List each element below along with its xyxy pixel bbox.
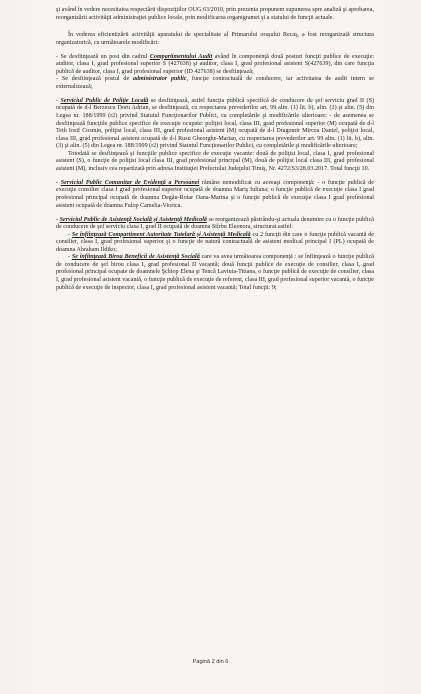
paragraph-p4: [56, 76, 374, 91]
paragraph-text: -: [68, 254, 72, 261]
paragraph-p5: [56, 98, 374, 151]
paragraph-text: se reorganizează păstrându-şi actuala denumire cu o funcţie publică de conducere de şef serviciu clasa I, grad II ocupată de doamna Stîrbu Eleonora, structurat astfel:: [56, 216, 374, 231]
paragraph-text: se desfiinţează, astfel funcţia publică specifică de conducere de şef serviciu grad II (S) ocupată de d-l Berzescu Doru Adrian, se desfiinţează, cu respectarea prevederilor art. 99 alin. (1) lit. b), alin. (3) şi alin. (5) din Legea nr. 188/1999 (r2) privind Statutul Funcţionarilor Publici, cu completările şi modificările ulterioare; - de asemenea se desfiinţează funcţiile publice specifice de execuţie ocupate: poliţist local, clasa III, grad profesional superior (M) ocupată de d-l Teth Iosif Cosmin, poliţist local, clasa III, grad profesional asistent (M) ocupată de d-l Dragomir Mircea Daniel, poliţist local, clasa III, grad profesional asistent ocupată de d-l Rusu Gheorghe-Marian, cu respectarea prevederilor art. 99 alin. (1) lit. b), alin. (3) şi alin. (5) din Legea nr. 188/1999 (r2) privind Statutul Funcţionarilor Publici, cu completările şi modificările ulterioare;: [56, 97, 374, 150]
paragraph-p8: [56, 217, 374, 232]
paragraph-text: -: [68, 231, 72, 238]
paragraph-p1: [56, 7, 374, 22]
emphasized-heading: Serviciul Public de Asistenţă Socială şi Asistenţă Medicală: [59, 216, 207, 223]
emphasized-heading: Serviciul Public de Poliţie Locală: [60, 97, 149, 104]
paragraph-p3: [56, 54, 374, 77]
emphasized-heading: administrator public: [132, 76, 187, 83]
paragraph-text: -: [56, 97, 61, 104]
page-footer: [0, 659, 421, 665]
emphasized-heading: Se înfiinţează Compartiment Autoritate Tutelară şi Asistenţă Medicală: [71, 231, 251, 238]
paragraph-p10: [56, 254, 374, 292]
paragraph-text: -: [56, 216, 60, 223]
paragraph-text: - Se desfiinţează postul de: [56, 76, 133, 83]
paragraph-text: , funcţie contractuală de conducere, iar activitatea de audit intern se externalizează;: [56, 76, 374, 90]
paragraph-p6: [56, 151, 374, 174]
paragraph-p9: [56, 232, 374, 255]
emphasized-heading: Compartimentului Audit: [149, 53, 213, 60]
emphasized-heading: Serviciul Public Comunitar de Evidenţă a Persoanei: [60, 179, 200, 186]
paragraph-text: rămâne nemodificat cu aceeaşi componenţă: - o funcţie publică de execuţie consilier clasa I grad profesional superior ocupată de doamna Mariş Iuliana; o funcţie publică de execuţie clasa I grad profesional principal ocupată de doamna Degău-Rotar Oana-Marina şi o funcţie publică de execuţie clasa I grad profesional asistent ocupată de doamna Fulop Camelia-Viorica.: [56, 179, 374, 209]
page-number: Pagină 2 din 6: [192, 659, 229, 665]
paragraph-text: -: [56, 179, 61, 186]
paragraph-text: Totodată se desfiinţează şi funcţiile publice specifice de execuţie vacante: două de poliţist local, clasa I, grad profesional asistent (S), o funcţie de poliţist local clasa III, grad profesional principal (M), două de poliţist local clasa III, grad profesional asistent (M), inclusiv cea repartizată prin adresa Instituţiei Prefectului Judeţului Timiş, Nr. 4272/S3/28.03.2017. Total funcţii 10.: [56, 150, 374, 172]
document-body: [56, 7, 374, 292]
paragraph-p2: [56, 32, 374, 47]
paragraph-text: În vederea eficientizării activităţii aparatului de specialitate al Primarului oraşului Recaş, a fost reorganizată structura organizatorică, cu următoarele modificări:: [56, 32, 374, 46]
paragraph-text: care va avea următoarea componenţă : se înfiinţează o funcţie publică de conducere de şef birou clasa I, grad profesional II vacantă; două funcţii publice de execuţie de consilier, clasa I, grad profesional principal ocupate de doamnele Şchiop Elena şi Tencă Lavinia-Titiana, o funcţie publică de execuţie de consilier, clasa I, grad profesional asistent vacantă, o funcţie publică de execuţie de referent, clasa III, grad profesional superior vacantă, o funcţie publică de execuţie de inspector, clasa I, grad profesional asistent vacantă; Total funcţii: 9;: [56, 254, 374, 291]
paragraph-p7: [56, 180, 374, 210]
emphasized-heading: Se înfiinţează Birou Beneficii de Asistenţă Socială: [71, 254, 200, 261]
paragraph-text: având în componenţă două posturi funcţii publice de execuţie: auditor, clasa I, grad profesional superior S (427638) şi auditor, clasa I, grad profesional asistent S(427639), din care funcţia publică de auditor, clasa I, grad profesional superior (ID 427638) se desfiinţează;: [56, 53, 375, 75]
paragraph-text: - Se desfiinţează un post din cadrul: [56, 53, 150, 60]
paragraph-text: cu 2 funcţii din care o funcţie publică vacantă de consilier, clasa I, grad profesional superior şi o funcţie de natură contractuală de asistent medical principal I (PL) ocupată de doamna Abraham Ildiko;: [56, 231, 374, 253]
paragraph-text: şi având în vedere necesitatea respectării dispoziţiilor OUG 63/2010, prin prezenta propunem supunerea spre analiză şi aprobarea, reorganizării activităţii administraţiei publice locale, prin modificarea organigramei şi a statului de funcţii actuale.: [56, 7, 374, 21]
